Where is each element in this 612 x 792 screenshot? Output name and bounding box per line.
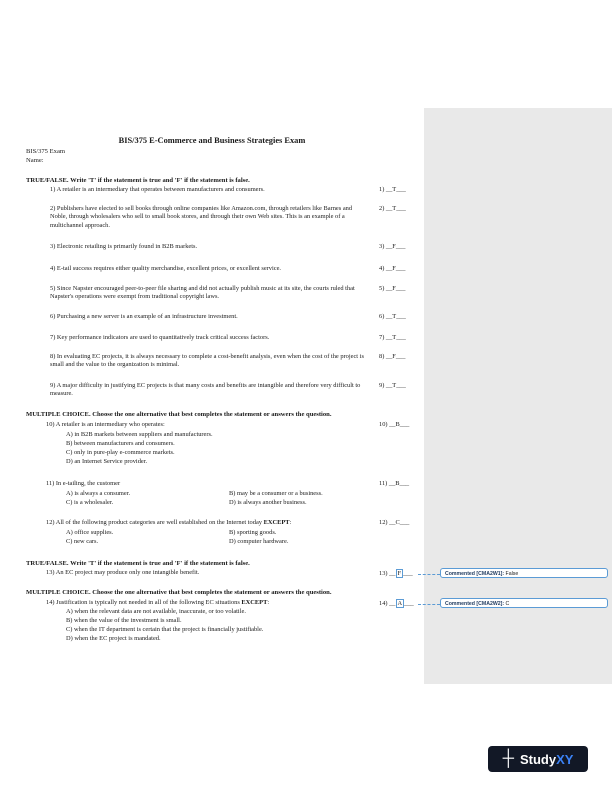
- answer-2: 2) __T___: [379, 205, 406, 212]
- option-10d: D) an Internet Service provider.: [66, 458, 148, 465]
- option-12c: C) new cars.: [66, 538, 99, 545]
- question-4: 4) E-tail success requires either quality merchandise, excellent prices, or excellent service.: [50, 265, 282, 272]
- question-12: 12) All of the following product categories are well established on the Internet today EXCEPT:: [46, 519, 292, 526]
- question-7: 7) Key performance indicators are used to quantitatively track critical success factors.: [50, 334, 270, 341]
- answer-4: 4) __F___: [379, 265, 406, 272]
- option-12d: D) computer hardware.: [229, 538, 289, 545]
- question-14: 14) Justification is typically not needed in all of the following EC situations EXCEPT:: [46, 599, 270, 606]
- answer-13: 13) __ F ___: [379, 570, 413, 577]
- option-12b: B) sporting goods.: [229, 529, 277, 536]
- question-3: 3) Electronic retailing is primarily found in B2B markets.: [50, 243, 198, 250]
- page-title: BIS/375 E-Commerce and Business Strategies Exam: [118, 136, 306, 145]
- comment-balloon-1[interactable]: Commented [CMA2W1]: False: [440, 568, 608, 578]
- question-8: 8) In evaluating EC projects, it is always necessary to complete a cost-benefit analysis, even when the cost of the project is small and the value to the organization is minimal.: [50, 353, 364, 369]
- answer-6: 6) __T___: [379, 313, 406, 320]
- option-12a: A) office supplies.: [66, 529, 114, 536]
- answer-3: 3) __F___: [379, 243, 406, 250]
- course-label: BIS/375 Exam: [26, 148, 66, 155]
- section-heading-tf-2: TRUE/FALSE. Write 'T' if the statement is true and 'F' if the statement is false.: [26, 560, 250, 567]
- answer-14-mark[interactable]: A: [397, 600, 403, 607]
- name-label: Name:: [26, 157, 44, 164]
- section-heading-mc: MULTIPLE CHOICE. Choose the one alternative that best completes the statement or answers the question.: [26, 411, 332, 418]
- option-11a: A) is always a consumer.: [66, 490, 131, 497]
- section-heading-mc-2: MULTIPLE CHOICE. Choose the one alternative that best completes the statement or answers the question.: [26, 589, 332, 596]
- plus-icon: ┼: [502, 750, 514, 767]
- option-14a: A) when the relevant data are not available, inaccurate, or too volatile.: [66, 608, 246, 615]
- option-10b: B) between manufacturers and consumers.: [66, 440, 175, 447]
- question-10: 10) A retailer is an intermediary who operates:: [46, 421, 165, 428]
- section-heading-tf: TRUE/FALSE. Write 'T' if the statement is true and 'F' if the statement is false.: [26, 177, 250, 184]
- question-9: 9) A major difficulty in justifying EC projects is that many costs and benefits are intangible and therefore very difficult to measure.: [50, 382, 361, 398]
- question-11: 11) In e-tailing, the customer: [46, 480, 121, 487]
- answer-11: 11) __B___: [379, 480, 410, 487]
- answer-8: 8) __F___: [379, 353, 406, 360]
- answer-12: 12) __C___: [379, 519, 410, 526]
- logo-text: StudyXY: [519, 751, 574, 767]
- answer-10: 10) __B___: [379, 421, 410, 428]
- option-11d: D) is always another business.: [229, 499, 307, 506]
- question-13: 13) An EC project may produce only one intangible benefit.: [46, 569, 200, 576]
- answer-7: 7) __T___: [379, 334, 406, 341]
- option-11b: B) may be a consumer or a business.: [229, 490, 323, 497]
- option-14d: D) when the EC project is mandated.: [66, 635, 161, 642]
- option-11c: C) is a wholesaler.: [66, 499, 114, 506]
- comment-leader-1: [418, 574, 440, 575]
- question-6: 6) Purchasing a new server is an example of an infrastructure investment.: [50, 313, 238, 320]
- option-14c: C) when the IT department is certain that the project is financially justifiable.: [66, 626, 264, 633]
- question-5: 5) Since Napster encouraged peer-to-peer file sharing and did not actually publish music at its site, the courts ruled that Napster's operations were exempt from traditional copyright laws.: [50, 285, 355, 301]
- option-10a: A) in B2B markets between suppliers and manufacturers.: [66, 431, 213, 438]
- answer-14: 14) __ A ___: [379, 600, 414, 607]
- question-2: 2) Publishers have elected to sell books through online companies like Amazon.com, through retailers like Barnes and Noble, through wholesalers who sell to small book stores, and through their own Web sites. This is an example of a multichannel approach.: [50, 205, 353, 229]
- option-10c: C) only in pure-play e-commerce markets.: [66, 449, 175, 456]
- comment-balloon-2[interactable]: Commented [CMA2W2]: C: [440, 598, 608, 608]
- studyxy-logo[interactable]: [488, 746, 588, 772]
- answer-5: 5) __F___: [379, 285, 406, 292]
- question-1: 1) A retailer is an intermediary that operates between manufacturers and consumers.: [50, 186, 265, 193]
- answer-1: 1) __T___: [379, 186, 406, 193]
- comment-leader-2: [418, 604, 440, 605]
- answer-9: 9) __T___: [379, 382, 406, 389]
- answer-13-mark[interactable]: F: [397, 570, 402, 577]
- option-14b: B) when the value of the investment is small.: [66, 617, 182, 624]
